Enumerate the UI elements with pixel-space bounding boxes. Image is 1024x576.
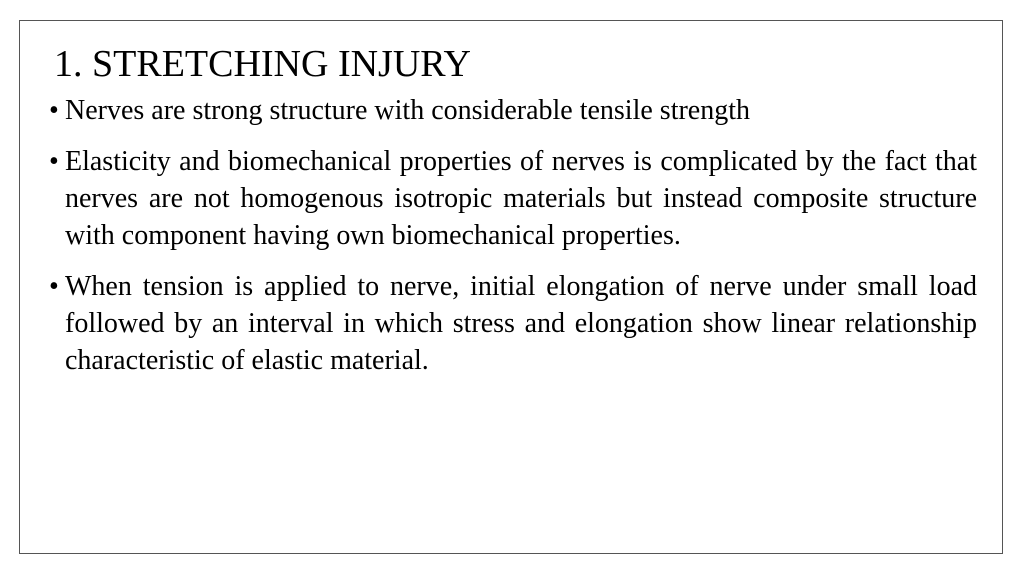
slide-title: 1. STRETCHING INJURY	[54, 43, 471, 85]
bullet-item	[49, 143, 977, 254]
bullet-list	[49, 92, 977, 393]
bullet-item	[49, 92, 977, 129]
bullet-icon: •	[49, 95, 59, 126]
bullet-text: Nerves are strong structure with considerable tensile strength	[65, 95, 751, 126]
bullet-icon: •	[49, 146, 59, 177]
slide-frame	[19, 20, 1003, 554]
bullet-icon: •	[49, 271, 59, 302]
bullet-item	[49, 268, 977, 379]
bullet-text: Elasticity and biomechanical properties of nerves is complicated by the fact that nerves are not homogenous isotropic materials but instead composite structure with component having own biomechanical properties.	[65, 146, 977, 251]
bullet-text: When tension is applied to nerve, initial elongation of nerve under small load followed by an interval in which stress and elongation show linear relationship characteristic of elastic material.	[65, 271, 977, 376]
